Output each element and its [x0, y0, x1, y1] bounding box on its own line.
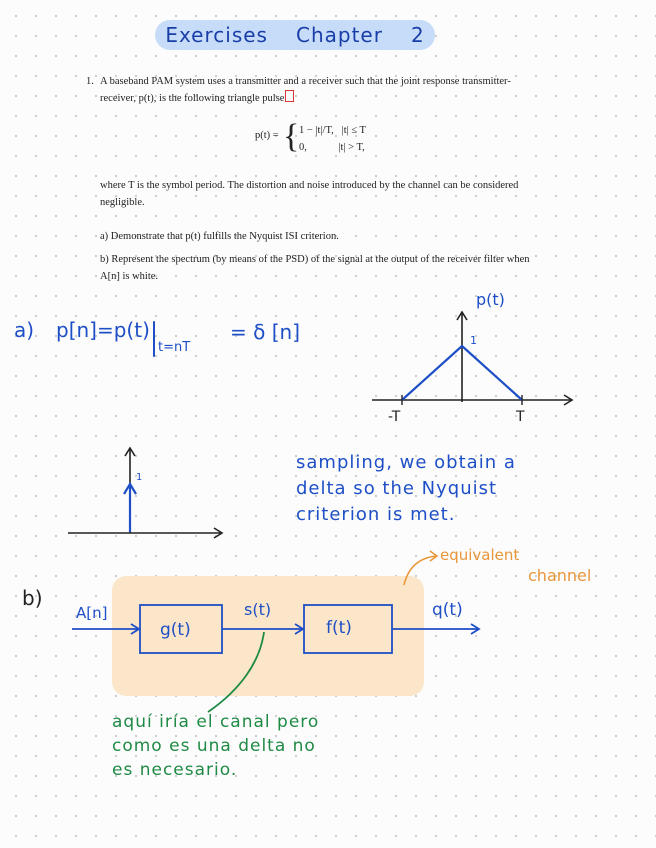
title-word-chapter: Chapter — [295, 23, 383, 47]
sampling-note-line2: delta so the Nyquist — [296, 478, 498, 499]
sampling-note-line3: criterion is met. — [296, 504, 456, 525]
where-text: where T is the symbol period. The distortion and noise introduced by the channel can be considered negligible. — [100, 180, 519, 208]
formula-trail: , — [362, 142, 365, 153]
output-label: q(t) — [432, 600, 463, 620]
case1-expr: 1 − |t|/T, — [299, 125, 334, 136]
f-block-label: f(t) — [326, 618, 352, 638]
plot-peak-label: 1 — [470, 334, 477, 347]
sampled-equation-right: = δ [n] — [230, 320, 300, 344]
problem-number: 1. — [86, 76, 94, 87]
label-a: a) — [14, 318, 35, 342]
problem-text: A baseband PAM system uses a transmitter and a receiver such that the joint response transmitter-receiver, p(t), is the following triangle pulse — [100, 76, 511, 104]
formula-lhs: p(t) = — [255, 130, 279, 141]
mid-signal-label: s(t) — [244, 600, 272, 619]
part-b-question: b) Represent the spectrum (by means of the PSD) of the signal at the output of the receiver filter when A[n] is white. — [100, 254, 530, 282]
sampled-equation-sub: t=nT — [158, 340, 191, 355]
case1-cond: |t| ≤ T — [341, 125, 366, 136]
formula-brace: { — [283, 118, 300, 155]
green-note-line3: es necesario. — [112, 760, 238, 780]
plot-pos-t-label: T — [516, 409, 525, 425]
stem-value-label: 1 — [136, 472, 143, 483]
input-label: A[n] — [76, 604, 108, 622]
sampling-note-line1: sampling, we obtain a — [296, 452, 516, 473]
sampled-equation-left: p[n]=p(t) — [56, 318, 150, 342]
case2-cond: |t| > T — [338, 142, 363, 153]
green-note-line2: como es una delta no — [112, 736, 316, 756]
equivalent-label-line1: equivalent — [440, 546, 520, 564]
equivalent-channel-highlight — [112, 576, 424, 696]
g-block-label: g(t) — [160, 620, 191, 640]
plot-neg-t-label: -T — [388, 409, 401, 425]
part-a-question: a) Demonstrate that p(t) fulfills the Nyquist ISI criterion. — [100, 231, 339, 242]
case2-expr: 0, — [299, 142, 307, 153]
title-word-number: 2 — [410, 23, 425, 47]
plot-y-label: p(t) — [476, 290, 505, 309]
title-word-exercises: Exercises — [165, 23, 268, 47]
label-b: b) — [22, 586, 43, 610]
equivalent-label-line2: channel — [528, 566, 592, 585]
green-note-line1: aquí iría el canal pero — [112, 712, 320, 732]
